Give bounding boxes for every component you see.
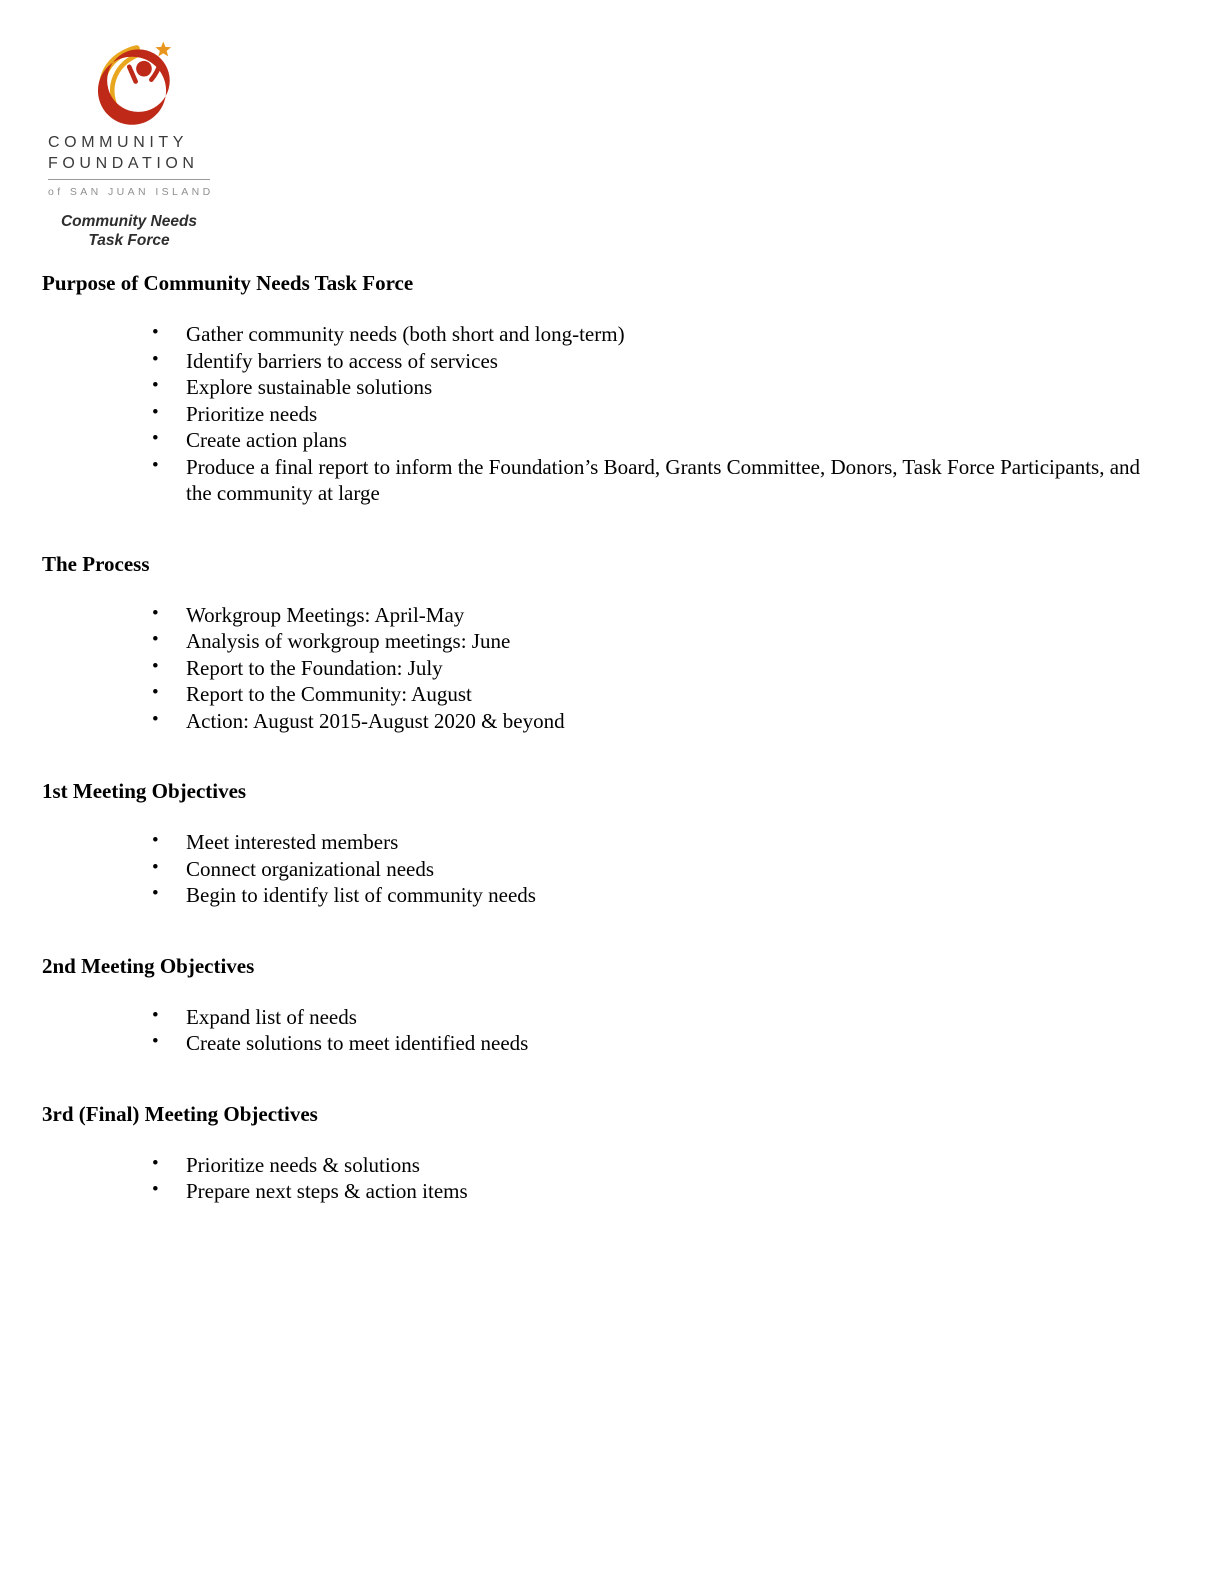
bullet-text: Create solutions to meet identified needs [186,1031,529,1055]
bullet-text: Produce a final report to inform the Foundation’s Board, Grants Committee, Donors, Task Force Participants, and the community at large [186,454,1141,505]
bullet-marker-icon: • [152,856,159,878]
bullet-item [152,602,1152,629]
bullet-marker-icon: • [152,629,159,650]
bullet-item [152,401,1152,428]
bullet-text: Prioritize needs [186,401,318,426]
bullet-marker-icon: • [152,401,159,423]
bullet-item [152,829,1152,856]
wordmark-line-2: FOUNDATION [48,155,199,172]
bullet-item [152,1004,1152,1031]
logo-subtitle: of SAN JUAN ISLAND [48,186,214,198]
bullet-list [42,1152,1152,1205]
document-section [42,778,1152,909]
bullet-text: Prepare next steps & action items [186,1179,468,1203]
bullet-item [152,321,1152,348]
bullet-marker-icon: • [152,1031,159,1052]
bullet-item [152,1030,1152,1057]
bullet-marker-icon: • [152,428,159,449]
bullet-text: Report to the Community: August [186,682,472,706]
bullet-marker-icon: • [152,883,159,904]
section-heading: 3rd (Final) Meeting Objectives [42,1101,318,1126]
bullet-marker-icon: • [152,454,159,476]
bullet-item [152,856,1152,883]
bullet-list [42,602,1152,735]
bullet-item [152,708,1152,735]
bullet-item [152,1178,1152,1205]
logo-divider [48,179,210,180]
bullet-marker-icon: • [152,375,159,396]
section-heading: 2nd Meeting Objectives [42,953,255,978]
foundation-logo [48,38,218,250]
bullet-item [152,427,1152,454]
document-section [42,953,1152,1057]
bullet-item [152,628,1152,655]
bullet-text: Workgroup Meetings: April-May [186,602,465,627]
bullet-marker-icon: • [152,708,159,730]
document-section [42,1101,1152,1205]
bullet-marker-icon: • [152,348,159,370]
bullet-list [42,829,1152,909]
bullet-marker-icon: • [152,1179,159,1200]
bullet-text: Connect organizational needs [186,856,435,881]
bullet-text: Action: August 2015-August 2020 & beyond [186,708,565,733]
bullet-marker-icon: • [152,830,159,851]
bullet-item [152,348,1152,375]
section-heading: Purpose of Community Needs Task Force [42,271,414,295]
bullet-item [152,882,1152,909]
document-title-line-2: Task Force [88,232,170,249]
bullet-list [42,321,1152,507]
shooting-star-figure-icon [86,38,178,126]
bullet-text: Begin to identify list of community needs [186,883,536,907]
bullet-marker-icon: • [152,1004,159,1026]
bullet-text: Analysis of workgroup meetings: June [186,629,511,653]
bullet-text: Report to the Foundation: July [186,655,443,680]
document-title [48,212,210,250]
bullet-text: Gather community needs (both short and long-term) [186,322,625,346]
bullet-text: Meet interested members [186,830,399,854]
bullet-marker-icon: • [152,322,159,343]
bullet-item [152,454,1152,507]
bullet-marker-icon: • [152,682,159,703]
section-heading: The Process [42,551,150,576]
bullet-list [42,1004,1152,1057]
bullet-text: Identify barriers to access of services [186,348,498,373]
bullet-marker-icon: • [152,602,159,624]
bullet-item [152,681,1152,708]
wordmark-line-1: COMMUNITY [48,134,189,151]
bullet-item [152,655,1152,682]
bullet-text: Prioritize needs & solutions [186,1152,420,1177]
bullet-item [152,1152,1152,1179]
document-title-line-1: Community Needs [60,213,198,230]
section-heading: 1st Meeting Objectives [42,779,247,803]
bullet-marker-icon: • [152,1152,159,1174]
bullet-text: Create action plans [186,428,347,452]
document-body [42,270,1152,1205]
document-section [42,551,1152,735]
bullet-marker-icon: • [152,655,159,677]
bullet-text: Expand list of needs [186,1004,357,1029]
bullet-text: Explore sustainable solutions [186,375,433,399]
document-section [42,270,1152,507]
bullet-item [152,374,1152,401]
